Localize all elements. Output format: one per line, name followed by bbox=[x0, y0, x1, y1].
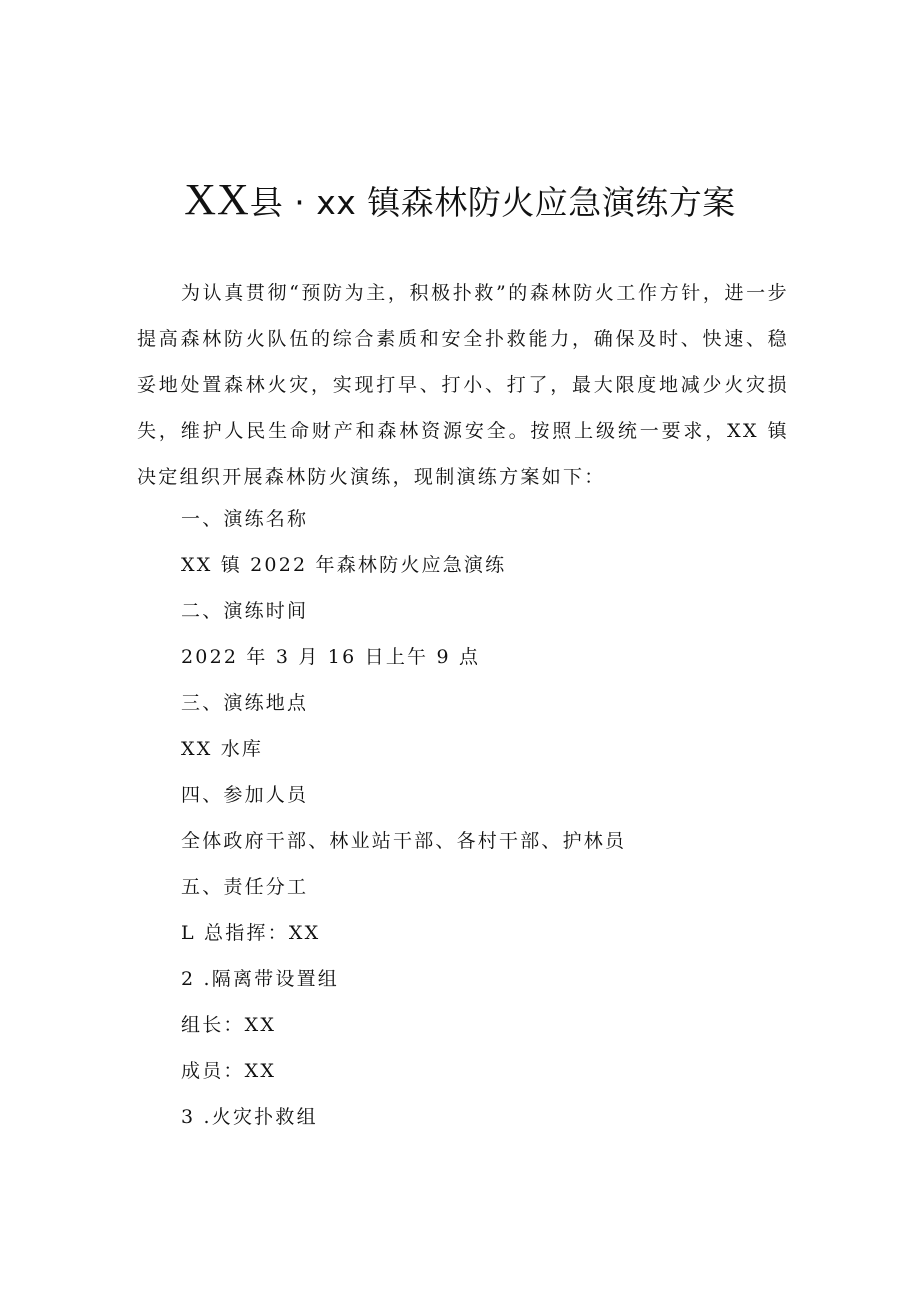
section-heading-participants: 四、参加人员 bbox=[181, 784, 309, 806]
group-leader-line: 组长：XX bbox=[181, 1014, 277, 1036]
section-heading-exercise-name: 一、演练名称 bbox=[181, 508, 309, 530]
document-title bbox=[0, 170, 920, 233]
title-prefix: XX bbox=[184, 175, 250, 224]
section-heading-responsibilities: 五、责任分工 bbox=[181, 876, 309, 898]
title-rest: 县 · xx 镇森林防火应急演练方案 bbox=[249, 183, 736, 222]
exercise-location-value: XX 水库 bbox=[181, 738, 264, 760]
exercise-name-value: XX 镇 2022 年森林防火应急演练 bbox=[181, 554, 507, 576]
exercise-time-value: 2022 年 3 月 16 日上午 9 点 bbox=[181, 646, 481, 668]
firebreak-group-heading: 2 .隔离带设置组 bbox=[181, 968, 339, 990]
commander-line: L 总指挥：XX bbox=[181, 922, 321, 944]
intro-paragraph: 为认真贯彻“预防为主，积极扑救”的森林防火工作方针，进一步提高森林防火队伍的综合素质和安全扑救能力，确保及时、快速、稳妥地处置森林火灾，实现打早、打小、打了，最大限度地减少火灾损失，维护人民生命财产和森林资源安全。按照上级统一要求，XX 镇决定组织开展森林防火演练，现制演练方案如下： bbox=[137, 282, 789, 488]
group-members-line: 成员：XX bbox=[181, 1060, 277, 1082]
section-heading-exercise-location: 三、演练地点 bbox=[181, 692, 309, 714]
participants-value: 全体政府干部、林业站干部、各村干部、护林员 bbox=[181, 830, 627, 852]
section-heading-exercise-time: 二、演练时间 bbox=[181, 600, 309, 622]
firefighting-group-heading: 3 .火灾扑救组 bbox=[181, 1106, 318, 1128]
